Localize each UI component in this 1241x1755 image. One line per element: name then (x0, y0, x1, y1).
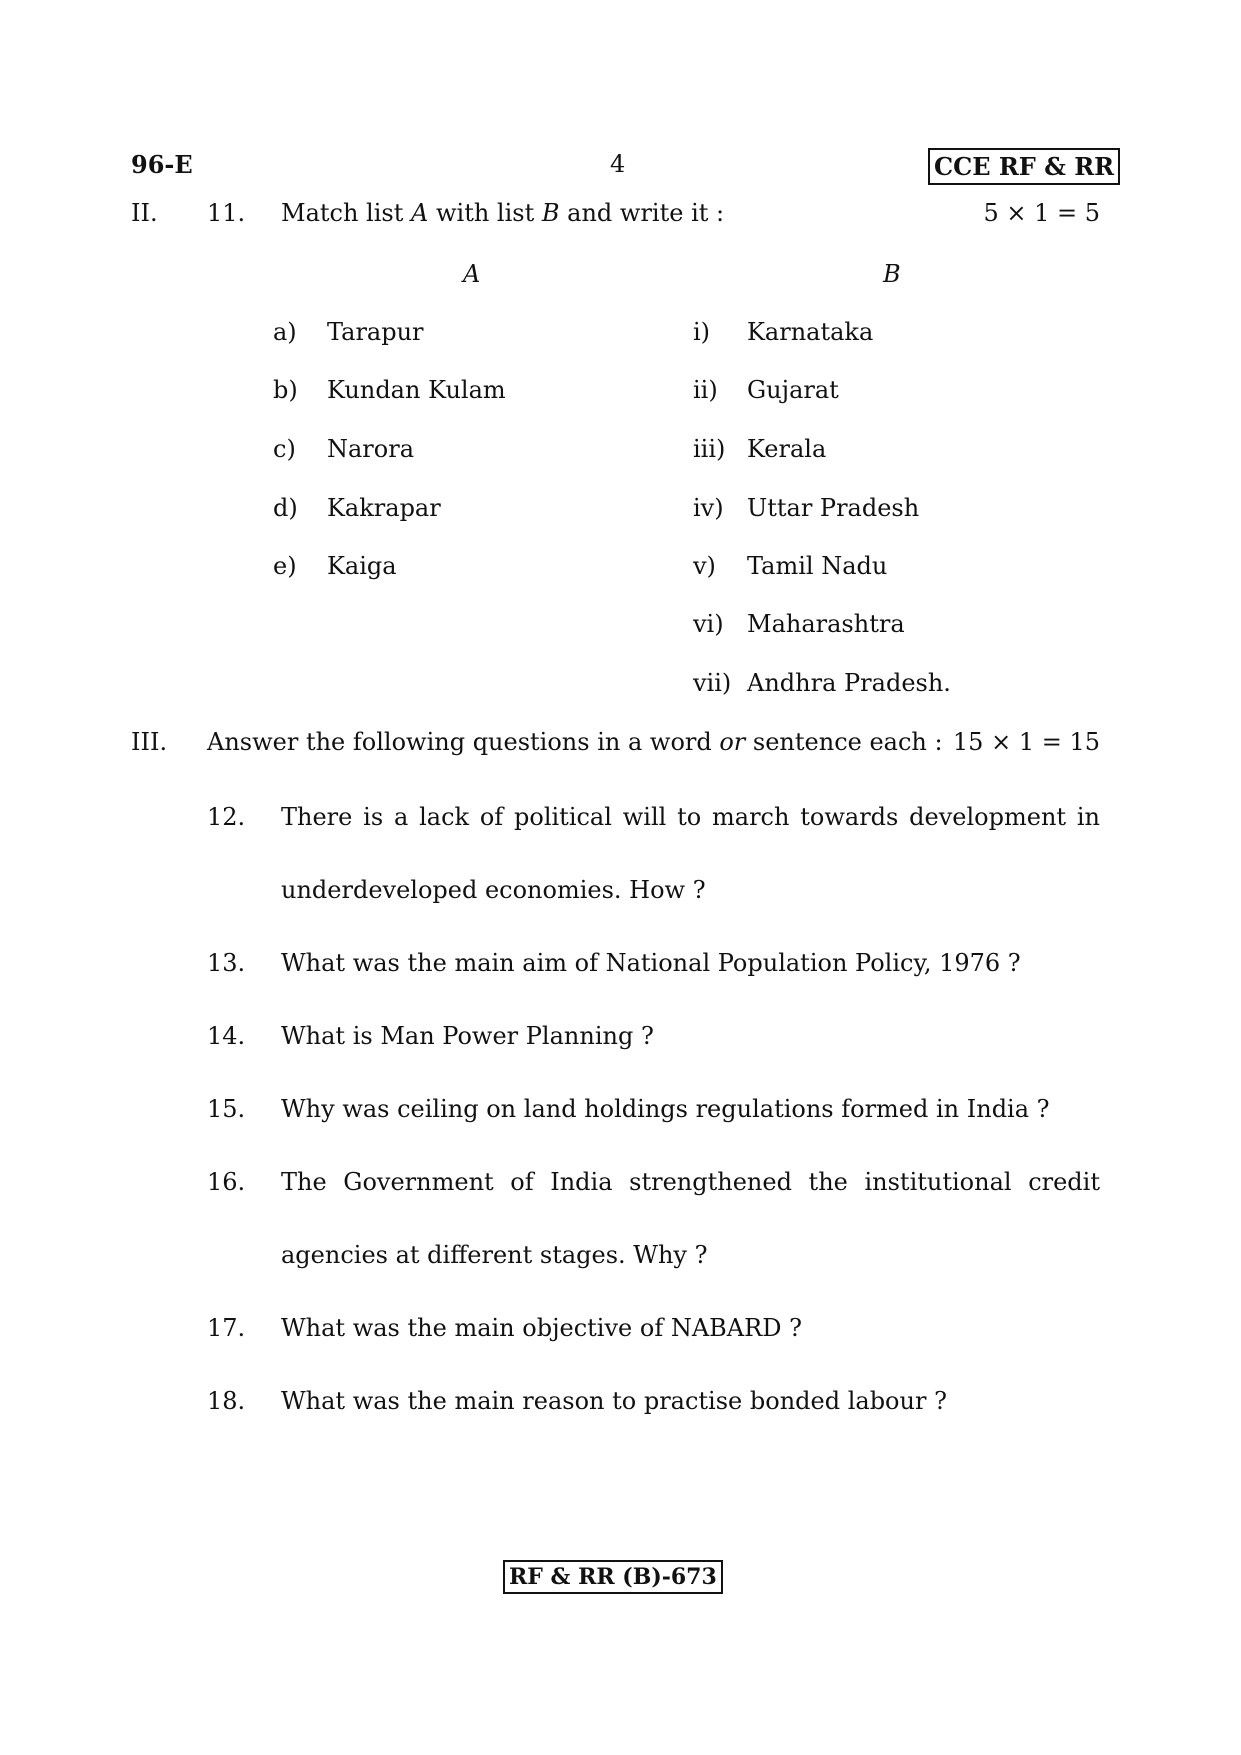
list-a-item-text: Narora (327, 435, 415, 463)
question-text: There is a lack of political will to march towards development in (281, 803, 1100, 831)
list-a-item-label: a) (273, 318, 297, 346)
question-11-number: 11. (207, 199, 246, 227)
question-text: The Government of India strengthened the institutional credit (281, 1168, 1100, 1196)
list-a-heading: A (463, 260, 481, 288)
list-b-item-text: Tamil Nadu (747, 552, 888, 580)
list-b-item-label: iv) (693, 494, 724, 522)
list-b-item-label: vi) (693, 610, 724, 638)
list-b-item-text: Gujarat (747, 376, 839, 404)
section-3-numeral: III. (131, 728, 168, 756)
question-number: 14. (207, 1022, 246, 1050)
list-b-item-label: i) (693, 318, 711, 346)
section-2-numeral: II. (131, 199, 158, 227)
section-3-instruction: Answer the following questions in a word or sentence each : (207, 728, 943, 756)
section-3-marks: 15 × 1 = 15 (952, 728, 1100, 756)
question-number: 12. (207, 803, 246, 831)
page-number: 4 (610, 150, 626, 178)
list-a-item-text: Kakrapar (327, 494, 441, 522)
question-number: 16. (207, 1168, 246, 1196)
question-number: 18. (207, 1387, 246, 1415)
list-b-item-text: Kerala (747, 435, 827, 463)
list-a-item-text: Tarapur (327, 318, 424, 346)
list-a-item-label: c) (273, 435, 296, 463)
list-b-item-label: v) (693, 552, 716, 580)
footer-code: RF & RR (B)-673 (503, 1560, 723, 1594)
list-a-item-text: Kaiga (327, 552, 397, 580)
list-a-item-label: d) (273, 494, 298, 522)
list-b-item-text: Maharashtra (747, 610, 905, 638)
list-b-item-label: iii) (693, 435, 726, 463)
list-a-item-label: e) (273, 552, 297, 580)
list-b-heading: B (883, 260, 901, 288)
question-number: 15. (207, 1095, 246, 1123)
list-b-item-text: Andhra Pradesh. (747, 669, 951, 697)
question-text: What was the main objective of NABARD ? (281, 1314, 802, 1342)
list-b-item-text: Uttar Pradesh (747, 494, 920, 522)
list-a-item-label: b) (273, 376, 298, 404)
question-11-marks: 5 × 1 = 5 (983, 199, 1100, 227)
question-text-continued: agencies at different stages. Why ? (281, 1241, 708, 1269)
question-11-text: Match list A with list B and write it : (281, 199, 725, 227)
question-text: What is Man Power Planning ? (281, 1022, 654, 1050)
question-text-continued: underdeveloped economies. How ? (281, 876, 706, 904)
question-number: 13. (207, 949, 246, 977)
question-text: What was the main reason to practise bonded labour ? (281, 1387, 947, 1415)
question-number: 17. (207, 1314, 246, 1342)
list-b-item-text: Karnataka (747, 318, 874, 346)
question-text: Why was ceiling on land holdings regulations formed in India ? (281, 1095, 1050, 1123)
paper-code: 96-E (131, 150, 193, 179)
list-b-item-label: vii) (693, 669, 732, 697)
list-b-item-label: ii) (693, 376, 718, 404)
header-badge: CCE RF & RR (928, 148, 1120, 185)
list-a-item-text: Kundan Kulam (327, 376, 506, 404)
question-text: What was the main aim of National Population Policy, 1976 ? (281, 949, 1021, 977)
